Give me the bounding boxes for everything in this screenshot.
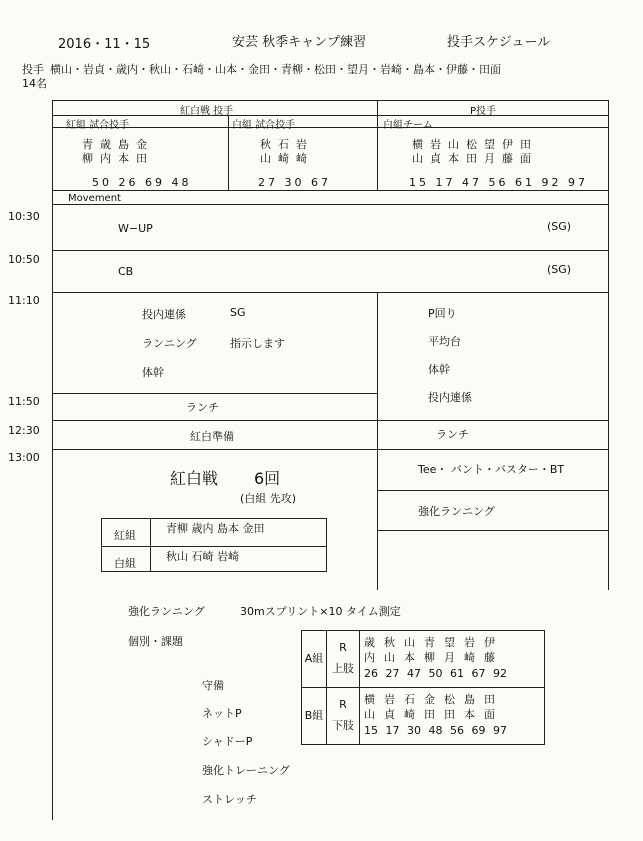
movement-label: Movement <box>68 193 121 204</box>
group-b-number: 56 <box>450 724 472 737</box>
group-b-name-top: 田 <box>484 693 504 706</box>
tee-bunt-buster: Tee・ バント・バスター・BT <box>418 463 565 476</box>
group-a-name-top: 望 <box>444 636 464 649</box>
group-b-name-bottom: 本 <box>464 708 484 721</box>
whiteteam-numbers: 15 17 47 56 61 92 97 <box>409 176 588 189</box>
group-b-number: 97 <box>493 724 507 737</box>
left-item-core: 体幹 <box>142 366 164 379</box>
pitchers-count: 14名 <box>22 77 47 90</box>
group-a-name-bottom: 山 <box>384 651 404 664</box>
sprint-test: 30mスプリント×10 タイム測定 <box>240 605 401 618</box>
kohaku-pitchers-title: 紅白戦 投手 <box>180 106 234 117</box>
left-item-instruction: 指示します <box>230 337 285 350</box>
team-red-label: 紅組 <box>114 529 136 542</box>
group-b-lower: 下肢 <box>332 719 354 732</box>
group-b-number: 48 <box>428 724 450 737</box>
red-numbers: 50 26 69 48 <box>92 176 192 189</box>
group-b-name-top: 金 <box>424 693 444 706</box>
group-a-members <box>360 631 545 688</box>
group-a-number: 27 <box>385 667 407 680</box>
game-innings: 6回 <box>254 469 281 488</box>
task-defense: 守備 <box>202 679 224 692</box>
group-b-name-top: 岩 <box>384 693 404 706</box>
right-item-p-mawari: P回り <box>428 307 457 320</box>
group-a-number: 47 <box>407 667 429 680</box>
group-a-number: 67 <box>471 667 493 680</box>
group-b-name-bottom: 貞 <box>384 708 404 721</box>
left-item-toushinai: 投内連係 <box>142 308 186 321</box>
time-1150: 11:50 <box>8 395 40 408</box>
task-net-pitching: ネットP <box>202 707 242 720</box>
group-b-name-top: 島 <box>464 693 484 706</box>
group-a-name-bottom: 藤 <box>484 651 504 664</box>
group-a-upper: 上肢 <box>332 662 354 675</box>
time-1030: 10:30 <box>8 210 40 223</box>
strength-running-right: 強化ランニング <box>418 505 495 518</box>
wup-label: W−UP <box>118 222 153 235</box>
white-group-label: 白組 試合投手 <box>232 120 296 131</box>
date: 2016・11・15 <box>58 37 151 52</box>
group-b-name-bottom: 面 <box>484 708 504 721</box>
group-b-number: 30 <box>407 724 429 737</box>
strength-running: 強化ランニング <box>128 605 205 618</box>
group-a-label: A組 <box>302 631 327 688</box>
kohaku-prep: 紅白準備 <box>190 430 234 443</box>
group-b-name-bottom: 田 <box>444 708 464 721</box>
group-a-name-bottom: 崎 <box>464 651 484 664</box>
group-b-name-bottom: 田 <box>424 708 444 721</box>
time-1230: 12:30 <box>8 424 40 437</box>
group-b-name-bottom: 崎 <box>404 708 424 721</box>
group-b-label: B組 <box>302 688 327 745</box>
group-b-name-top: 石 <box>404 693 424 706</box>
group-a-number: 92 <box>493 667 507 680</box>
group-b-name-bottom: 山 <box>364 708 384 721</box>
team-white-members: 秋山 石崎 岩崎 <box>166 550 239 563</box>
game-title: 紅白戦 <box>170 469 219 488</box>
group-a-name-bottom: 月 <box>444 651 464 664</box>
group-a-name-top: 山 <box>404 636 424 649</box>
wup-sg: (SG) <box>547 220 572 233</box>
team-red-members: 青柳 歳内 島本 金田 <box>166 522 265 535</box>
p-pitchers-title: P投手 <box>470 106 497 117</box>
task-strength-training: 強化トレーニング <box>202 764 290 777</box>
right-item-toushinai: 投内連係 <box>428 391 472 404</box>
group-a-name-top: 歳 <box>364 636 384 649</box>
task-shadow-pitching: シャドーP <box>202 735 253 748</box>
white-numbers: 27 30 67 <box>258 176 331 189</box>
time-1300: 13:00 <box>8 451 40 464</box>
game-note: (白組 先攻) <box>240 492 297 505</box>
group-a-name-bottom: 本 <box>404 651 424 664</box>
time-1050: 10:50 <box>8 253 40 266</box>
right-item-core: 体幹 <box>428 363 450 376</box>
pitchers-names: 横山・岩貞・歳内・秋山・石崎・山本・金田・青柳・松田・望月・岩崎・島本・伊藤・田面 <box>50 63 501 76</box>
left-item-running: ランニング <box>142 337 197 350</box>
red-names-bottom: 柳内本田 <box>82 152 154 165</box>
group-a-name-top: 青 <box>424 636 444 649</box>
group-b-number: 15 <box>364 724 386 737</box>
schedule-title: 投手スケジュール <box>447 35 551 50</box>
lunch-left: ランチ <box>186 401 219 414</box>
team-white-label: 白組 <box>114 557 136 570</box>
pitchers-label: 投手 <box>22 63 44 76</box>
white-names-top: 秋石岩 <box>260 138 314 151</box>
group-a-name-top: 伊 <box>484 636 504 649</box>
group-a-name-bottom: 柳 <box>424 651 444 664</box>
white-names-bottom: 山崎崎 <box>260 152 314 165</box>
individual-tasks: 個別・課題 <box>128 635 183 648</box>
group-a-name-bottom: 内 <box>364 651 384 664</box>
location-title: 安芸 秋季キャンプ練習 <box>232 35 367 50</box>
task-stretch: ストレッチ <box>202 793 257 806</box>
group-b-name-top: 横 <box>364 693 384 706</box>
group-b-number: 69 <box>471 724 493 737</box>
group-a-name-top: 岩 <box>464 636 484 649</box>
time-1110: 11:10 <box>8 294 40 307</box>
group-a-number: 50 <box>428 667 450 680</box>
group-a-r: R <box>339 641 347 654</box>
group-b-number: 17 <box>385 724 407 737</box>
upper-lower-split-table <box>301 630 545 745</box>
lunch-right: ランチ <box>436 428 469 441</box>
whiteteam-names-bottom: 山貞本田月藤面 <box>412 152 538 165</box>
right-item-balance-beam: 平均台 <box>428 335 461 348</box>
left-item-sg: SG <box>230 306 246 319</box>
group-b-r: R <box>339 698 347 711</box>
group-a-number: 26 <box>364 667 386 680</box>
cb-label: CB <box>118 265 134 278</box>
red-group-label: 紅組 試合投手 <box>66 120 130 131</box>
group-a-number: 61 <box>450 667 472 680</box>
cb-sg: (SG) <box>547 263 572 276</box>
group-b-members <box>360 688 545 745</box>
group-a-name-top: 秋 <box>384 636 404 649</box>
red-names-top: 青歳島金 <box>82 138 154 151</box>
white-team-label: 白組チーム <box>383 120 433 131</box>
group-b-name-top: 松 <box>444 693 464 706</box>
whiteteam-names-top: 横岩山松望伊田 <box>412 138 538 151</box>
